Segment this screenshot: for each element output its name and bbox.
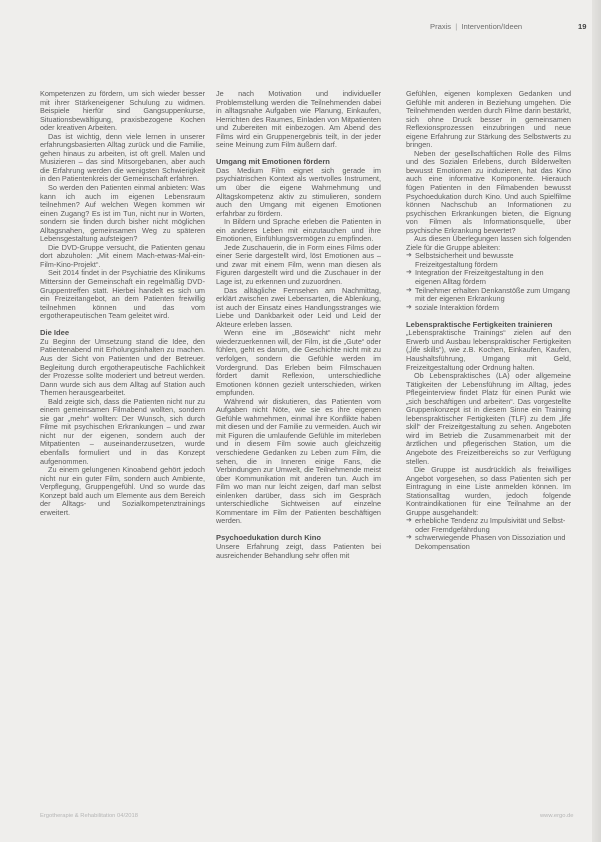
- paragraph: Neben der gesellschaftlichen Rolle des Films und des Sozialen Erlebens, durch Bilderwelten bewusst Emotionen zu induzieren, hat das Kino auch eine informative Komponente. Hierauch fügen Patienten in den Filmabenden bewusst Psychoedukation durch Kino. Und auch Spielfilme können Nachschub an Informationen zu psychischen Erkrankungen bieten, die Eignung von Filmen als Informationsquelle, über psychische Erkrankung bewertet?: [406, 148, 571, 235]
- list-item: ➜ Integration der Freizeitgestaltung in den eigenen Alltag fördern: [406, 268, 544, 287]
- section-heading-umgang: Umgang mit Emotionen fördern: [216, 157, 330, 167]
- paragraph: In Bildern und Sprache erleben die Patienten in ein anderes Leben mit einzutauchen und ihre Emotionen, Einfühlungsvermögen zu empfinden.: [216, 217, 381, 244]
- arrow-bullet-icon: ➜: [406, 534, 412, 542]
- arrow-bullet-icon: ➜: [406, 252, 412, 260]
- paragraph: Unsere Erfahrung zeigt, dass Patienten bei ausreichender Behandlung sehr offen mit: [216, 541, 381, 560]
- paragraph: Je nach Motivation und individueller Problemstellung werden die Teilnehmenden dabei in alltagsnahe Aufgaben wie Planung, Einkaufen, Herrichten des Raumes, Einladen von Mitpatienten und Zubereiten mit einbezogen. Am Abend des Films wird ein Gruppenergebnis teilt, in der jeder seine Meinung zum Film äußern darf.: [216, 89, 381, 150]
- paragraph: Das Medium Film eignet sich gerade im psychiatrischen Kontext als wertvolles Instrument, um über die eigene Wahrnehmung und Alltagskompetenz aktiv zu stimulieren, sondern auch den Umgang mit eigenen Emotionen erfahrbar zu fördern.: [216, 165, 381, 218]
- scan-edge: [592, 0, 601, 842]
- paragraph: Jede Zuschauerin, die in Form eines Films oder einer Serie dargestellt wird, löst Emotionen aus – und zwar mit einem Film, wenn man diesen als Figuren dargestellt wird und die Zuschauer in der Lage ist, zu erkennen und zuzuordnen.: [216, 242, 381, 287]
- column-2: [216, 90, 381, 560]
- paragraph: Die DVD-Gruppe versucht, die Patienten genau dort abzuholen: „Mit einem Mach-etwas-Mal-ein-Film-Kino-Projekt“.: [40, 242, 205, 269]
- paragraph: Seit 2014 findet in der Psychiatrie des Klinikums Mittersinn der Gemeinschaft ein regelmäßig DVD-Gruppentreffen statt. Hierbei handelt es sich um ein Freizeitangebot, an dem Patienten freiwillig teilnehmen können und das vom ergotherapeutischen Team geleitet wird.: [40, 268, 205, 321]
- paragraph: „Lebenspraktische Trainings“ zielen auf den Erwerb und Ausbau lebenspraktischer Fertigkeiten („life skills“), wie z.B. Kochen, Einkaufen, Kaufen, Haushaltsführung, Umgang mit Geld, Freizeitgestaltung oder Ordnung halten.: [406, 328, 571, 372]
- paragraph: Während wir diskutieren, das Patienten vom Aufgaben nicht Nöte, wie sie es ihre eigenen Gefühle wahrnehmen, einmal ihre Konflikte haben mit diesen und der Familie zu vermeiden. Auch wir mit Figuren die umlaufende Gefühle im miterleben und in diesem Film sowie auch gleichzeitig verschiedene Gedanken zu Leben zum Film, die sehen, die in Inneren einige Fans, die Verbindungen zur Umwelt, die Teilnehmende meist über Kommunikation mit anderen tun. Auch im Film wo man nur leicht zeigen, darf man selbst einlenken darüber, dass sich im Gespräch unterschiedliche Sichtweisen auf einzelne Kommentare im Film der Patienten beschäftigen werden.: [216, 396, 381, 526]
- header-section: Praxis: [430, 22, 452, 31]
- paragraph: Die Gruppe ist ausdrücklich als freiwilliges Angebot vorgesehen, so dass Patienten sich per Eintragung in eine Liste anmelden können. Im Stationsalltag wurden, jedoch folgende Kontraindikationen für eine Teilnahme an der Gruppe ausgehandelt:: [406, 465, 571, 517]
- footer-url: www.ergo.de: [540, 813, 574, 819]
- paragraph: Gefühlen, eigenen komplexen Gedanken und Gefühle mit anderen in Beziehung umgehen. Die Teilnehmenden werden durch Filme darin bestärkt, sich ohne Druck besser in gemeinsamen Reflexionsprozessen einzubringen und neue eigene Erfahrung zur Stärkung des Selbstwerts zu bringen.: [406, 89, 571, 150]
- paragraph: Bald zeigte sich, dass die Patienten nicht nur zu einem gemeinsamen Filmabend wollten, sondern sie gar „mehr“ wollten: Der Wunsch, sich durch Filme mit psychischen Erkrankungen – und zwar nicht nur der eigenen, sondern auch der Mitpatienten – auseinanderzusetzen, wurde ebenfalls formuliert und in das Konzept aufgenommen.: [40, 396, 205, 466]
- section-heading-idee: Die Idee: [40, 328, 70, 338]
- paragraph: Zu einem gelungenen Kinoabend gehört jedoch nicht nur ein guter Film, sondern auch Ambiente, Verpflegung, Gruppengefühl. Und so wurde das Konzept bald auch um Elemente aus dem Bereich der Alltags- und Sozialkompetenztrainings erweitert.: [40, 465, 205, 517]
- paragraph: Ob Lebenspraktisches (LA) oder allgemeine Tätigkeiten der Lebensführung im Alltag, jedes Pflegeinterview findet Platz für einen Punkt wie „sich beschäftigen und arbeiten“. Das vorgestellte Gruppenkonzept ist in diesem Sinne ein Training lebenspraktischer Fertigkeiten (TLF) zu dem „life skill“ der Freizeitgestaltung zu sehen. Angeboten wird im Betrieb die Zusammenarbeit mit der ärztlichen und pflegerischen Station, um die Angebote des Freizeitbereichs so zur Verfügung stellen.: [406, 371, 571, 466]
- list-item: ➜ Teilnehmer erhalten Denkanstöße zum Umgang mit der eigenen Erkrankung: [406, 285, 570, 304]
- paragraph: Aus diesen Überlegungen lassen sich folgenden Ziele für die Gruppe ableiten:: [406, 234, 571, 252]
- paragraph: Das ist wichtig, denn viele lernen in unserer erfahrungsbasierten Alltag zurück und die Familie, gehen hinaus zu arbeiten, ist oft grell. Malen und Musizieren – das sind Mitsorgebanen, aber auch die Erfahrung werden die wenigsten Schwierigkeit in den Patientenkreis der Gemeinschaft erfahren.: [40, 131, 205, 184]
- list-item: ➜ schwerwiegende Phasen von Dissoziation und Dekompensation: [406, 533, 566, 551]
- list-item: ➜ Selbstsicherheit und bewusste Freizeitgestaltung fördern: [406, 251, 514, 269]
- paragraph: Wenn eine im „Bösewicht“ nicht mehr wiederzuerkennen will, der Film, ist die „Gute“ oder fühlen, geht es darum, die Geschichte nicht mit zu verfolgen, sondern die Gefühle werden im Vordergrund. Das Erleben beim Filmschauen fördert damit Reflexion, unterschiedliche Emotionen können gezielt unterschieden, wirken empfunden.: [216, 328, 381, 398]
- column-1: [40, 90, 205, 517]
- arrow-bullet-icon: ➜: [406, 286, 412, 294]
- contraindications-list: [406, 517, 571, 551]
- arrow-bullet-icon: ➜: [406, 517, 412, 525]
- paragraph: Zu Beginn der Umsetzung stand die Idee, den Patientenabend mit Erholungsinhalten zu machen. Aus der Sicht von Patienten und der Betreuer. Begleitung durch ergotherapeutische Fachlichkeit der Prozesse sollte moderiert und betreut werden. Dann wurde sich aus dem Alltag auf Station auch Themen herausgearbeitet.: [40, 336, 205, 398]
- paragraph: So werden den Patienten einmal anbieten: Was kann ich auch im eigenen Lebensraum teilnehmen? Auf welchen Wegen kommen wir einen Zugang? Es ist im Tun, nicht nur in Worten, sondern sie finden durch bisher nicht möglichen Alltagsnahen, gemeinsamen Weg zu späteren Lebensgestaltung aufsteigen?: [40, 183, 205, 244]
- footer-journal: Ergotherapie & Rehabilitation 04/2018: [40, 813, 138, 819]
- section-heading-lebenspraktisch: Lebenspraktische Fertigkeiten trainieren: [406, 319, 553, 329]
- header-separator: |: [455, 22, 458, 31]
- page-number: 19: [578, 22, 587, 31]
- arrow-bullet-icon: ➜: [406, 269, 412, 277]
- section-heading-psychoedukation: Psychoedukation durch Kino: [216, 533, 322, 543]
- arrow-bullet-icon: ➜: [406, 303, 412, 311]
- list-item: ➜ soziale Interaktion fördern: [406, 302, 499, 312]
- header-topic: Intervention/Ideen: [461, 22, 523, 31]
- list-item: ➜ erhebliche Tendenz zu Impulsivität und Selbst- oder Fremdgefährdung: [406, 516, 566, 534]
- paragraph: Kompetenzen zu fördern, um sich wieder besser mit ihrer Stärkeneigener Schulung zu widmen. Beispiele hierfür sind Gangsuppenkurse, Situationsbewältigung, praxisbezogene Kochen oder kreativen Arbeiten.: [40, 89, 205, 133]
- paragraph: Das alltägliche Fernsehen am Nachmittag, erklärt zwischen zwei Lebensarten, die Ablenkung, ist auch der Einsatz eines Handlungsstranges wie Liebe und Dankbarkeit oder Leid und Leid der Akteure erleben lassen.: [216, 285, 381, 329]
- column-3: [406, 90, 571, 552]
- running-header: [430, 22, 595, 36]
- goals-list: [406, 252, 571, 312]
